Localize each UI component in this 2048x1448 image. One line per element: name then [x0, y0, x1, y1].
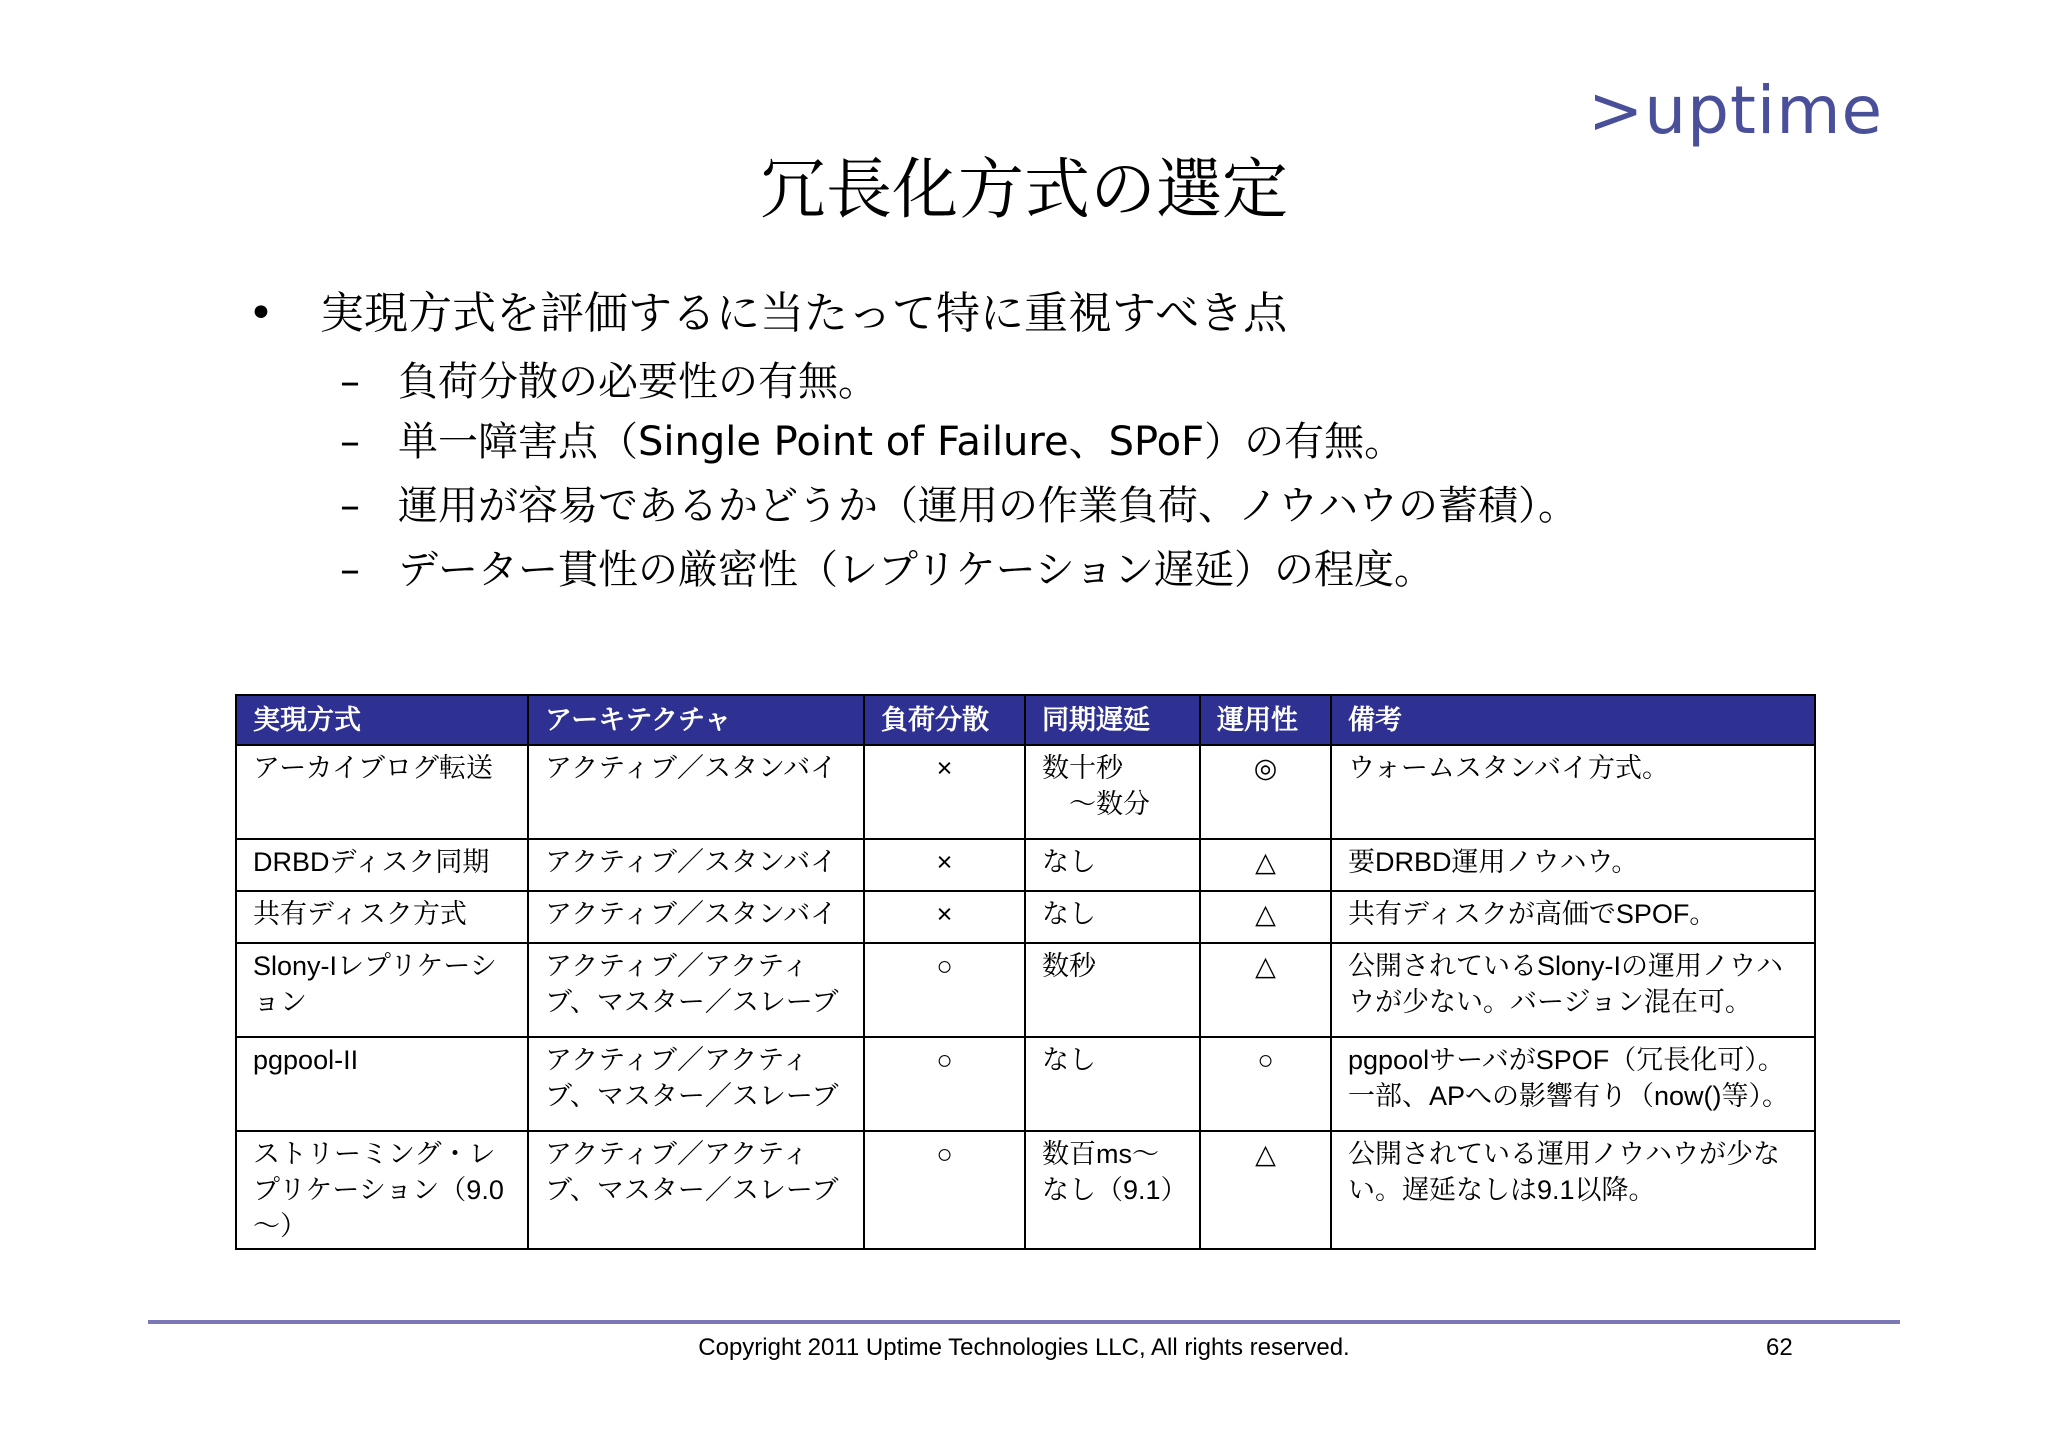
method-cell: アーカイブログ転送	[236, 745, 528, 839]
table-row	[236, 943, 1815, 1037]
table-row	[236, 891, 1815, 943]
bullet-mark: •	[248, 288, 274, 339]
load-balancing-cell: ×	[864, 891, 1025, 943]
load-balancing-cell: ○	[864, 943, 1025, 1037]
architecture-cell: アクティブ／スタンバイ	[528, 839, 864, 891]
sub-bullet-dash: –	[340, 483, 360, 529]
load-balancing-cell: ○	[864, 1037, 1025, 1131]
operability-cell: △	[1200, 943, 1331, 1037]
remarks-cell: 共有ディスクが高価でSPOF。	[1331, 891, 1815, 943]
architecture-cell: アクティブ／スタンバイ	[528, 891, 864, 943]
method-cell: pgpool-II	[236, 1037, 528, 1131]
main-bullet-text: 実現方式を評価するに当たって特に重視すべき点	[320, 288, 1288, 339]
sync-delay-cell: なし	[1025, 1037, 1200, 1131]
sync-delay-cell: なし	[1025, 839, 1200, 891]
column-header: 実現方式	[236, 695, 528, 745]
sync-delay-cell: 数百ms～なし（9.1）	[1025, 1131, 1200, 1249]
architecture-cell: アクティブ／アクティブ、マスター／スレーブ	[528, 943, 864, 1037]
method-cell: ストリーミング・レプリケーション（9.0～）	[236, 1131, 528, 1249]
sync-delay-cell: 数秒	[1025, 943, 1200, 1037]
sub-bullet-dash: –	[340, 547, 360, 593]
table-header-row	[236, 695, 1815, 745]
sub-bullet-text: 単一障害点（Single Point of Failure、SPoF）の有無。	[398, 419, 1405, 465]
comparison-table	[235, 694, 1816, 1250]
sync-delay-cell: なし	[1025, 891, 1200, 943]
remarks-cell: 要DRBD運用ノウハウ。	[1331, 839, 1815, 891]
operability-cell: ◎	[1200, 745, 1331, 839]
operability-cell: △	[1200, 839, 1331, 891]
load-balancing-cell: ×	[864, 839, 1025, 891]
operability-cell: △	[1200, 891, 1331, 943]
table-row	[236, 839, 1815, 891]
remarks-cell: ウォームスタンバイ方式。	[1331, 745, 1815, 839]
method-cell: DRBDディスク同期	[236, 839, 528, 891]
table-row	[236, 1131, 1815, 1249]
footer-divider	[148, 1320, 1900, 1324]
column-header: 運用性	[1200, 695, 1331, 745]
copyright-text: Copyright 2011 Uptime Technologies LLC, All rights reserved.	[698, 1334, 1350, 1361]
method-cell: 共有ディスク方式	[236, 891, 528, 943]
sub-bullet-text: データー貫性の厳密性（レプリケーション遅延）の程度。	[398, 547, 1434, 593]
sync-delay-cell: 数十秒 ～数分	[1025, 745, 1200, 839]
remarks-cell: 公開されているSlony-Iの運用ノウハウが少ない。バージョン混在可。	[1331, 943, 1815, 1037]
sub-bullet-dash: –	[340, 419, 360, 465]
sub-bullet-text: 運用が容易であるかどうか（運用の作業負荷、ノウハウの蓄積）。	[398, 483, 1578, 529]
column-header: 同期遅延	[1025, 695, 1200, 745]
remarks-cell: pgpoolサーバがSPOF（冗長化可）。一部、APへの影響有り（now()等）。	[1331, 1037, 1815, 1131]
operability-cell: ○	[1200, 1037, 1331, 1131]
slide-title: 冗長化方式の選定	[760, 151, 1288, 228]
method-cell: Slony-Iレプリケーション	[236, 943, 528, 1037]
load-balancing-cell: ×	[864, 745, 1025, 839]
column-header: 備考	[1331, 695, 1815, 745]
sub-bullet-text: 負荷分散の必要性の有無。	[398, 359, 878, 405]
sub-bullet-dash: –	[340, 359, 360, 405]
architecture-cell: アクティブ／スタンバイ	[528, 745, 864, 839]
table-row	[236, 1037, 1815, 1131]
operability-cell: △	[1200, 1131, 1331, 1249]
page-number: 62	[1766, 1334, 1793, 1361]
architecture-cell: アクティブ／アクティブ、マスター／スレーブ	[528, 1037, 864, 1131]
column-header: 負荷分散	[864, 695, 1025, 745]
load-balancing-cell: ○	[864, 1131, 1025, 1249]
remarks-cell: 公開されている運用ノウハウが少ない。遅延なしは9.1以降。	[1331, 1131, 1815, 1249]
uptime-logo: >uptime	[1588, 72, 1884, 149]
architecture-cell: アクティブ／アクティブ、マスター／スレーブ	[528, 1131, 864, 1249]
table-row	[236, 745, 1815, 839]
column-header: アーキテクチャ	[528, 695, 864, 745]
